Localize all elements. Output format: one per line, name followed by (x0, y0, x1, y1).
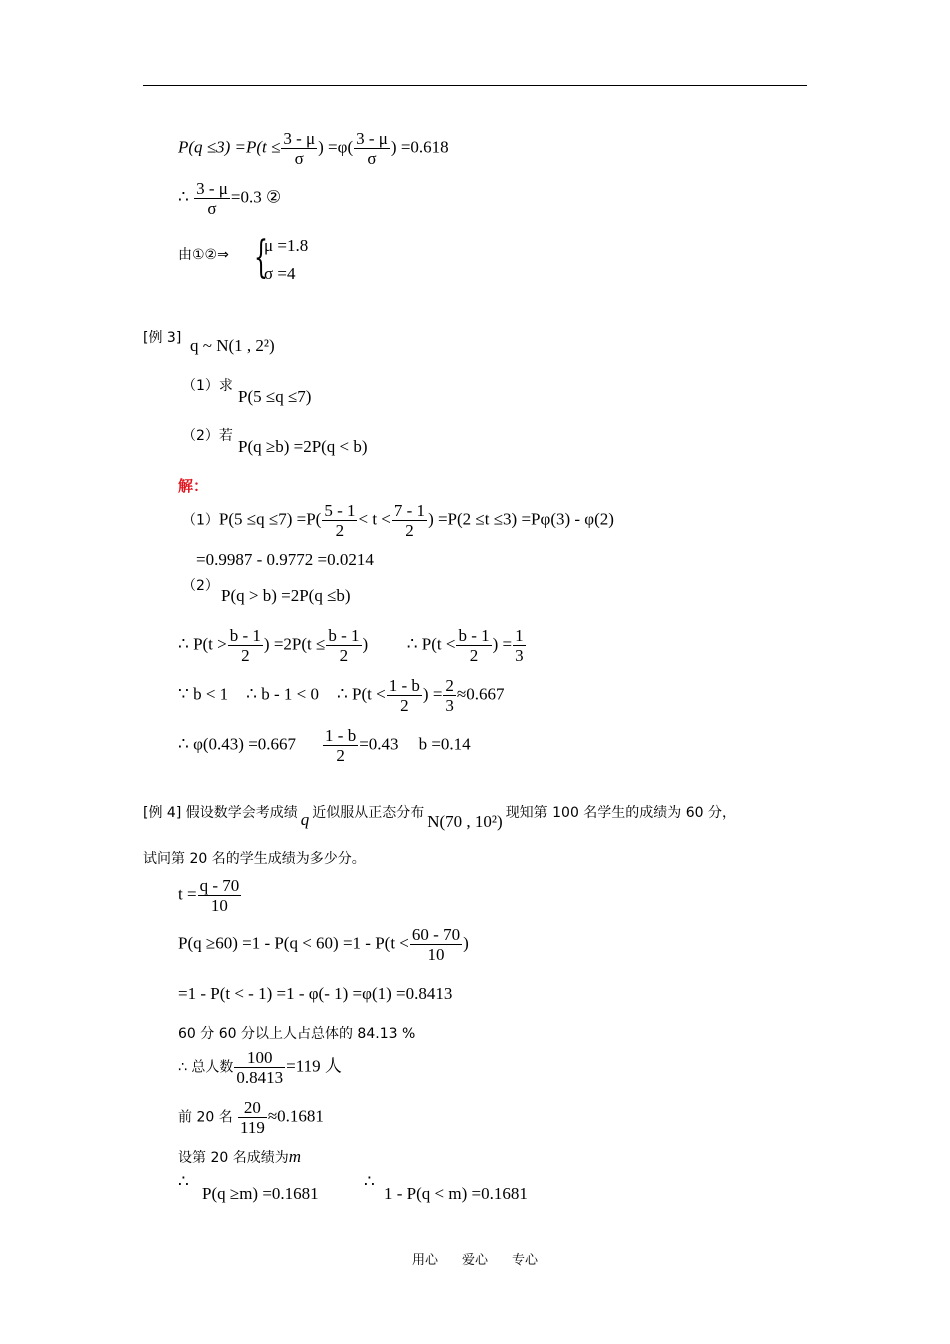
system-eq: μ =1.8 (264, 236, 309, 255)
formula-line: P(q ≤3) =P(t ≤ $\frac{3 - \mu}{\sigma}$ ) =φ( $\frac{3 - \mu}{\sigma}$ ) =0.618 (178, 129, 449, 168)
fraction: $\frac{1}{3}$ (515, 626, 524, 665)
formula-text: P(5 ≤q ≤7) (238, 387, 312, 406)
fraction: $\frac{1 - b}{2}$ (388, 676, 420, 715)
formula-text: P(q ≥m) =0.1681 (202, 1184, 319, 1203)
formula-text: 1 - P(q < m) =0.1681 (384, 1184, 528, 1203)
formula-text: P(q ≥b) =2P(q < b) (238, 437, 368, 456)
formula-line: 前 20 名 $\frac{20}{119}$ ≈0.1681 (178, 1098, 324, 1137)
fraction: $\frac{20}{119}$ (239, 1098, 265, 1137)
fraction: $\frac{2}{3}$ (445, 676, 454, 715)
fraction: $\frac{b - 1}{2}$ (328, 626, 360, 665)
therefore-symbol: ∴ (364, 1172, 375, 1191)
formula-text: P(q > b) =2P(q ≤b) (221, 586, 351, 605)
page-footer: 用心 爱心 专心 (411, 1253, 539, 1268)
fraction: $\frac{3 - \mu}{\sigma}$ (283, 129, 316, 168)
formula-line: ∴ $\frac{3 - \mu}{\sigma}$ =0.3 ② (178, 179, 282, 218)
formula-line: ∴ P(t > $\frac{b - 1}{2}$ ) =2P(t ≤ $\frac{b - 1}{2}$ ) ∴ P(t < $\frac{b - 1}{2}$ ) = $\frac{1}{3}$ (178, 626, 524, 665)
question-label: （2） (182, 578, 219, 594)
formula-line: =0.9987 - 0.9772 =0.0214 (196, 550, 374, 569)
example-label: [例 3] (143, 330, 182, 346)
formula-line: P(q ≥60) =1 - P(q < 60) =1 - P(t < $\frac{60 - 70}{10}$ ) (178, 925, 469, 964)
question-label: （1）求 (182, 378, 233, 394)
text-line: 设第 20 名成绩为m (178, 1147, 301, 1166)
header-rule (143, 85, 807, 86)
formula-line: =1 - P(t < - 1) =1 - φ(- 1) =φ(1) =0.8413 (178, 984, 453, 1003)
fraction: $\frac{q - 70}{10}$ (199, 876, 240, 915)
fraction: $\frac{7 - 1}{2}$ (393, 501, 426, 540)
text-line: 60 分 60 分以上人占总体的 84.13 % (178, 1026, 416, 1042)
brace: { (254, 232, 268, 283)
fraction: $\frac{5 - 1}{2}$ (324, 501, 356, 540)
fraction: $\frac{b - 1}{2}$ (229, 626, 261, 665)
example-4-text: [例 4] 假设数学会考成绩 q 近似服从正态分布 N(70 , 10²) 现知第 100 名学生的成绩为 60 分， (143, 805, 737, 831)
fraction: $\frac{1 - b}{2}$ (325, 726, 357, 765)
formula-line: （1）P(5 ≤q ≤7) =P( $\frac{5 - 1}{2}$ < t < $\frac{7 - 1}{2}$ ) =P(2 ≤t ≤3) =Pφ(3) - φ(2) (182, 501, 614, 540)
therefore-symbol: ∴ (178, 1172, 189, 1191)
fraction: $\frac{60 - 70}{10}$ (411, 925, 461, 964)
formula-text: P(q ≤3) =P(t ≤ (178, 137, 281, 157)
formula-text: q ~ N(1 , 2²) (190, 336, 275, 355)
solution-heading: 解： (178, 477, 209, 495)
system-eq: σ =4 (264, 264, 296, 283)
formula-line: ∴ φ(0.43) =0.667 $\frac{1 - b}{2}$ =0.43 b =0.14 (178, 726, 471, 765)
fraction: $\frac{100}{0.8413}$ (236, 1048, 284, 1087)
system-label: 由①②⇒ (178, 247, 229, 263)
fraction: $\frac{3 - \mu}{\sigma}$ (356, 129, 388, 168)
formula-line: ∵ b < 1 ∴ b - 1 < 0 ∴ P(t < $\frac{1 - b}{2}$ ) = $\frac{2}{3}$ ≈0.667 (178, 676, 505, 715)
formula-line: ∴ 总人数 $\frac{100}{0.8413}$ =119 人 (178, 1048, 342, 1087)
question-label: （2）若 (182, 428, 233, 444)
example-4-text: 试问第 20 名的学生成绩为多少分。 (143, 851, 366, 867)
fraction: $\frac{b - 1}{2}$ (458, 626, 490, 665)
fraction: $\frac{3 - \mu}{\sigma}$ (196, 179, 228, 218)
formula-line: t = $\frac{q - 70}{10}$ (178, 876, 240, 915)
